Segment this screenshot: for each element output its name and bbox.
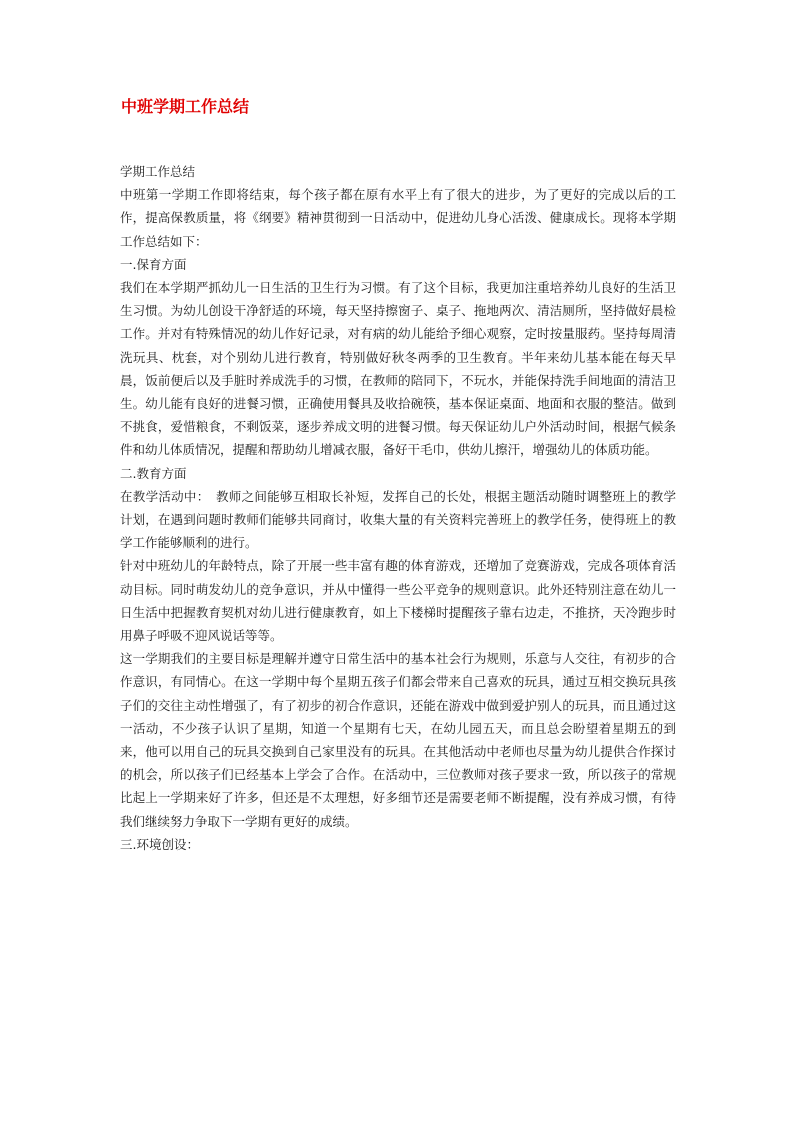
section-heading-environment: 三.环境创设： — [120, 836, 199, 852]
education-paragraph-teaching: 在教学活动中： 教师之间能够互相取长补短，发挥自己的长处，根据主题活动随时调整班上的教学计划，在遇到问题时教师们能够共同商讨，收集大量的有关资料完善班上的教学任务，使得班上的教学工作能够顺利的进行。 — [120, 488, 676, 551]
care-paragraph: 我们在本学期严抓幼儿一日生活的卫生行为习惯。有了这个目标，我更加注重培养幼儿良好的生活卫生习惯。为幼儿创设干净舒适的环境，每天坚持擦窗子、桌子、拖地两次、清洁厕所，坚持做好晨检工作。并对有特殊情况的幼儿作好记录，对有病的幼儿能给予细心观察，定时按量服药。坚持每周清洗玩具、枕套，对个别幼儿进行教育，特别做好秋冬两季的卫生教育。半年来幼儿基本能在每天早晨，饭前便后以及手脏时养成洗手的习惯，在教师的陪同下，不玩水，并能保持洗手间地面的清洁卫生。幼儿能有良好的进餐习惯，正确使用餐具及收拾碗筷，基本保证桌面、地面和衣服的整洁。做到不挑食，爱惜粮食，不剩饭菜，逐步养成文明的进餐习惯。每天保证幼儿户外活动时间，根据气候条件和幼儿体质情况，提醒和帮助幼儿增减衣服，备好干毛巾，供幼儿擦汗，增强幼儿的体质功能。 — [120, 280, 676, 458]
section-heading-education: 二.教育方面 — [120, 465, 187, 481]
document-title: 中班学期工作总结 — [121, 97, 250, 116]
education-paragraph-sports: 针对中班幼儿的年龄特点，除了开展一些丰富有趣的体育游戏，还增加了竞赛游戏，完成各项体育活动目标。同时萌发幼儿的竞争意识，并从中懂得一些公平竞争的规则意识。此外还特别注意在幼儿一日生活中把握教育契机对幼儿进行健康教育，如上下楼梯时提醒孩子靠右边走，不推挤，天冷跑步时用鼻子呼吸不迎风说话等等。 — [120, 558, 676, 644]
education-paragraph-social: 这一学期我们的主要目标是理解并遵守日常生活中的基本社会行为规则，乐意与人交往，有初步的合作意识，有同情心。在这一学期中每个星期五孩子们都会带来自己喜欢的玩具，通过互相交换玩具孩子们的交往主动性增强了，有了初步的初合作意识，还能在游戏中做到爱护别人的玩具，而且通过这一活动，不少孩子认识了星期，知道一个星期有七天，在幼儿园五天，而且总会盼望着星期五的到来，他可以用自己的玩具交换到自己家里没有的玩具。在其他活动中老师也尽量为幼儿提供合作探讨的机会，所以孩子们已经基本上学会了合作。在活动中，三位教师对孩子要求一致，所以孩子的常规比起上一学期来好了许多，但还是不太理想，好多细节还是需要老师不断提醒，没有养成习惯，有待我们继续努力争取下一学期有更好的成绩。 — [120, 651, 676, 829]
document-subtitle: 学期工作总结 — [120, 164, 196, 179]
intro-paragraph: 中班第一学期工作即将结束，每个孩子都在原有水平上有了很大的进步，为了更好的完成以后的工作，提高保教质量，将《纲要》精神贯彻到一日活动中，促进幼儿身心活泼、健康成长。现将本学期工作总结如下： — [120, 187, 676, 249]
document-body — [120, 160, 676, 856]
section-heading-care: 一.保育方面 — [120, 256, 187, 272]
